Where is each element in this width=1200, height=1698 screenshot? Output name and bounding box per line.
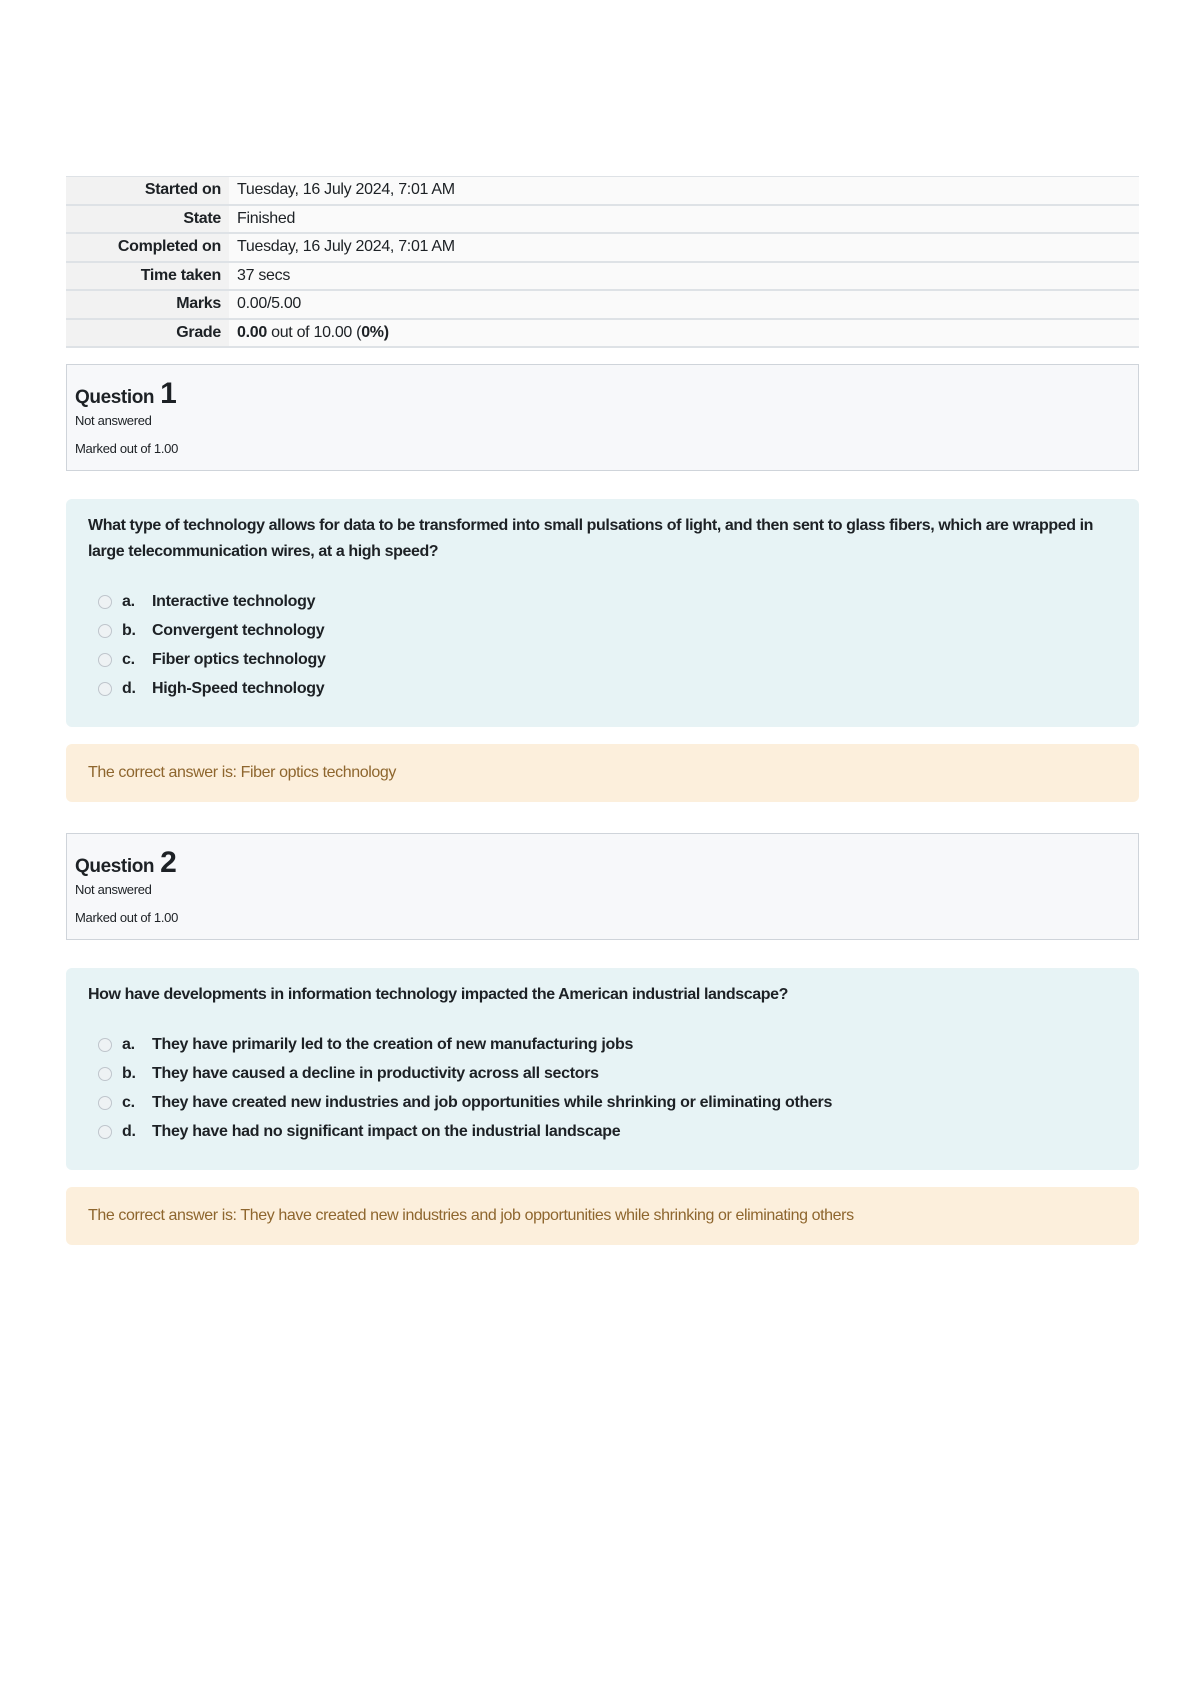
radio-button[interactable] — [98, 682, 112, 696]
summary-label: Marks — [66, 291, 229, 318]
answer-letter: d. — [122, 1122, 136, 1140]
question-label: Question — [75, 856, 155, 877]
summary-row-time-taken — [66, 263, 1139, 292]
radio-button[interactable] — [98, 1125, 112, 1139]
summary-value: 0.00/5.00 — [229, 291, 1139, 318]
answer-label: High-Speed technology — [152, 679, 325, 697]
answer-option[interactable] — [98, 1030, 1117, 1059]
grade-value — [229, 320, 1139, 347]
summary-row-grade — [66, 320, 1139, 349]
question-number: 2 — [160, 846, 177, 879]
radio-button[interactable] — [98, 653, 112, 667]
summary-value: 37 secs — [229, 263, 1139, 290]
summary-label: Started on — [66, 177, 229, 204]
summary-value: Finished — [229, 206, 1139, 233]
grade-percent: 0% — [361, 323, 384, 341]
question-feedback-2: The correct answer is: They have created new industries and job opportunities while shrinking or eliminating others — [66, 1187, 1139, 1245]
summary-label: Time taken — [66, 263, 229, 290]
answer-option[interactable] — [98, 587, 1117, 616]
question-mark: Marked out of 1.00 — [75, 910, 178, 925]
question-text: How have developments in information technology impacted the American industrial landscape? — [88, 986, 789, 1003]
answer-label: They have created new industries and job opportunities while shrinking or eliminating others — [152, 1093, 833, 1111]
answer-option[interactable] — [98, 1088, 1117, 1117]
answer-label: Interactive technology — [152, 592, 316, 610]
answer-label: They have primarily led to the creation of new manufacturing jobs — [152, 1035, 634, 1053]
answer-letter: d. — [122, 679, 136, 697]
answer-option[interactable] — [98, 645, 1117, 674]
question-info-2 — [66, 833, 1139, 940]
summary-row-marks — [66, 291, 1139, 320]
summary-row-state — [66, 206, 1139, 235]
answer-label: They have had no significant impact on the industrial landscape — [152, 1122, 621, 1140]
summary-value: Tuesday, 16 July 2024, 7:01 AM — [229, 234, 1139, 261]
question-mark: Marked out of 1.00 — [75, 441, 178, 456]
answer-option[interactable] — [98, 674, 1117, 703]
grade-score: 0.00 — [237, 323, 267, 341]
question-feedback-1: The correct answer is: Fiber optics technology — [66, 744, 1139, 802]
answer-letter: a. — [122, 1035, 135, 1053]
summary-row-started — [66, 177, 1139, 206]
answer-letter: c. — [122, 1093, 135, 1111]
summary-label: Completed on — [66, 234, 229, 261]
radio-button[interactable] — [98, 595, 112, 609]
answer-list — [88, 587, 1117, 703]
radio-button[interactable] — [98, 1067, 112, 1081]
summary-label: State — [66, 206, 229, 233]
answer-label: Convergent technology — [152, 621, 325, 639]
answer-option[interactable] — [98, 1059, 1117, 1088]
answer-option[interactable] — [98, 616, 1117, 645]
grade-rest: out of 10.00 ( — [266, 323, 362, 341]
answer-letter: b. — [122, 1064, 136, 1082]
answer-letter: c. — [122, 650, 135, 668]
question-text: What type of technology allows for data to be transformed into small pulsations of light, and then sent to glass fibers, which are wrapped in large telecommunication wires, at a high speed? — [88, 517, 1094, 560]
answer-label: Fiber optics technology — [152, 650, 326, 668]
radio-button[interactable] — [98, 1096, 112, 1110]
attempt-summary-table — [66, 176, 1139, 348]
answer-option[interactable] — [98, 1117, 1117, 1146]
radio-button[interactable] — [98, 624, 112, 638]
summary-value: Tuesday, 16 July 2024, 7:01 AM — [229, 177, 1139, 204]
question-info-1 — [66, 364, 1139, 471]
radio-button[interactable] — [98, 1038, 112, 1052]
answer-letter: b. — [122, 621, 136, 639]
answer-letter: a. — [122, 592, 135, 610]
summary-label: Grade — [66, 320, 229, 347]
question-status: Not answered — [75, 882, 152, 897]
question-status: Not answered — [75, 413, 152, 428]
question-formulation-1 — [66, 499, 1139, 727]
question-title — [75, 373, 1130, 410]
question-label: Question — [75, 387, 155, 408]
question-number: 1 — [160, 377, 177, 410]
question-title — [75, 842, 1130, 879]
grade-close: ) — [383, 323, 389, 341]
answer-label: They have caused a decline in productivity across all sectors — [152, 1064, 599, 1082]
answer-list — [88, 1030, 1117, 1146]
summary-row-completed — [66, 234, 1139, 263]
question-formulation-2 — [66, 968, 1139, 1170]
